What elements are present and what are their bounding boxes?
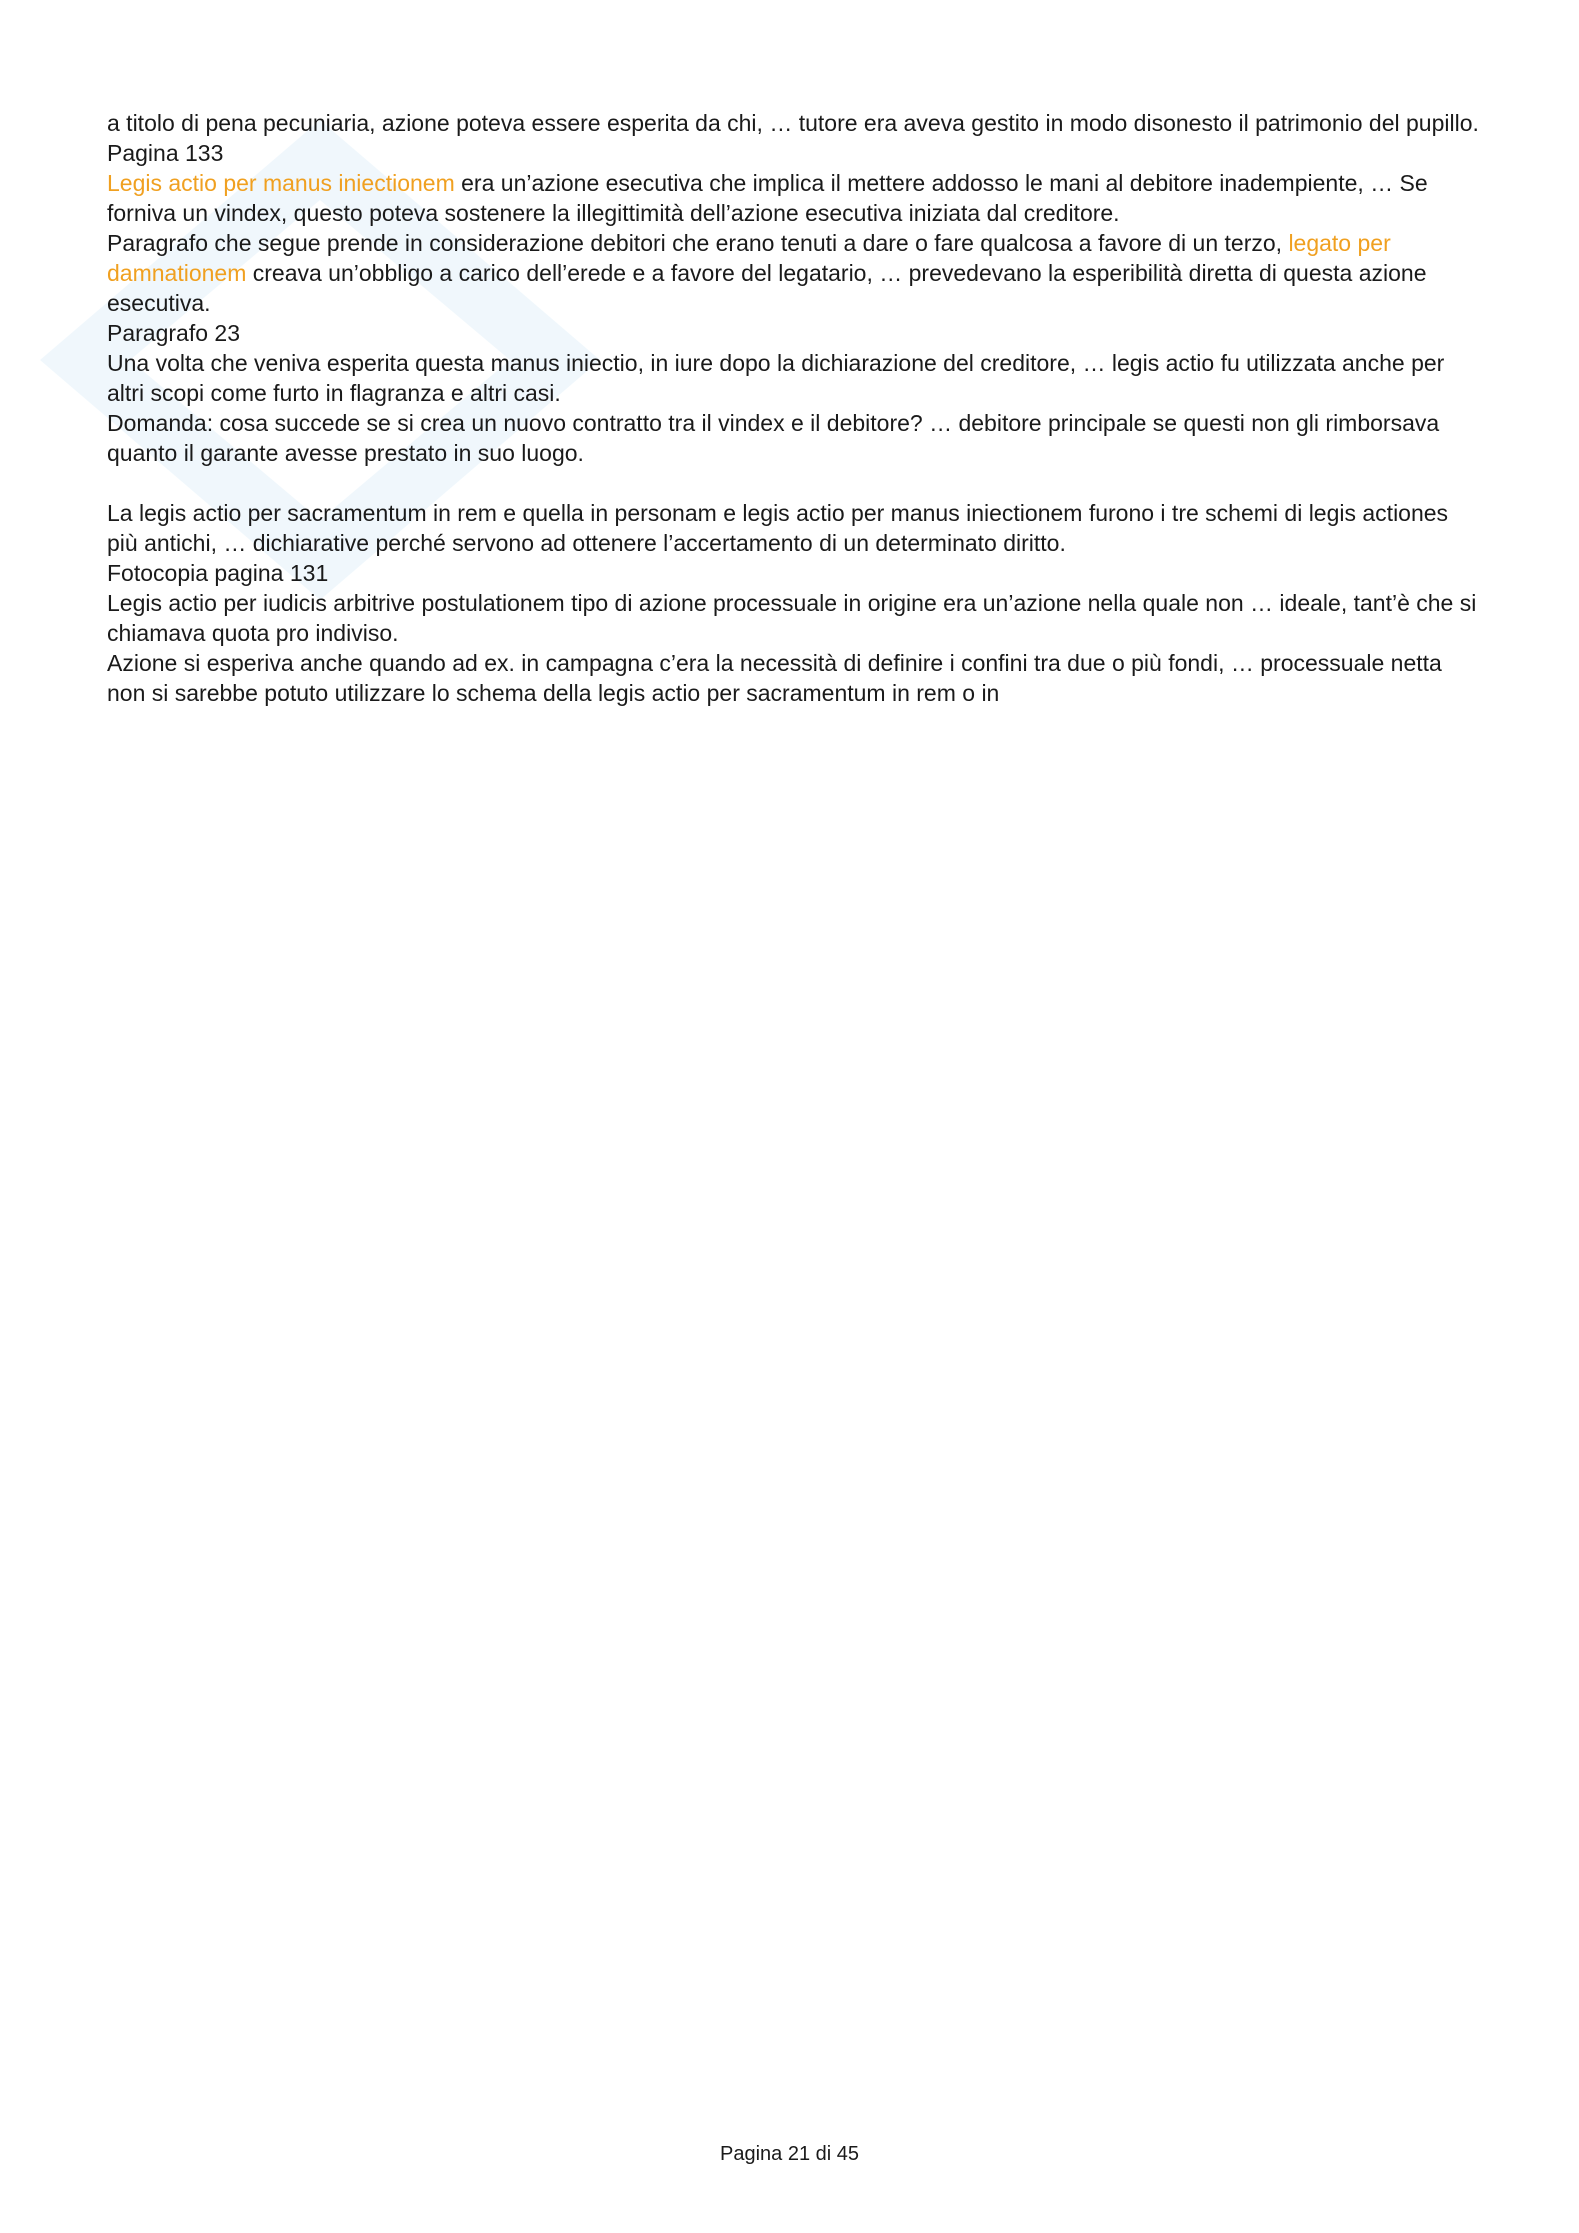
text-run: a titolo di pena pecuniaria, azione poteva essere esperita da chi, … tutore era aveva gestito in modo disonesto il patrimonio del pupillo. bbox=[107, 110, 1479, 136]
text-run: Paragrafo 23 bbox=[107, 320, 240, 346]
text-run: Una volta che veniva esperita questa manus iniectio, in iure dopo la dichiarazione del creditore, … legis actio fu utilizzata anche per altri scopi come furto in flagranza e altri casi. bbox=[107, 350, 1445, 406]
highlighted-term: Legis actio per manus iniectionem bbox=[107, 170, 455, 196]
document-body bbox=[107, 108, 1485, 708]
text-run: La legis actio per sacramentum in rem e quella in personam e legis actio per manus iniectionem furono i tre schemi di legis actiones più antichi, … dichiarative perché servono ad ottenere l’accertamento di un determinato diritto. bbox=[107, 500, 1449, 556]
text-run: Azione si esperiva anche quando ad ex. in campagna c’era la necessità di definire i confini tra due o più fondi, … processuale netta non si sarebbe potuto utilizzare lo schema della legis actio per sacramentum in rem o in bbox=[107, 650, 1442, 706]
paragraph bbox=[107, 558, 1485, 588]
paragraph bbox=[107, 138, 1485, 168]
paragraph bbox=[107, 348, 1485, 408]
text-run: Fotocopia pagina 131 bbox=[107, 560, 329, 586]
paragraph bbox=[107, 108, 1485, 138]
text-run: creava un’obbligo a carico dell’erede e a favore del legatario, … prevedevano la esperibilità diretta di questa azione esecutiva. bbox=[107, 260, 1427, 316]
paragraph bbox=[107, 648, 1485, 708]
paragraph-gap bbox=[107, 468, 1485, 498]
text-run: Pagina 133 bbox=[107, 140, 224, 166]
paragraph bbox=[107, 588, 1485, 648]
paragraph bbox=[107, 228, 1485, 318]
text-run: Legis actio per iudicis arbitrive postulationem tipo di azione processuale in origine era un’azione nella quale non … ideale, tant’è che si chiamava quota pro indiviso. bbox=[107, 590, 1477, 646]
highlighted-term: legato per damnationem bbox=[107, 230, 1391, 286]
text-run: era un’azione esecutiva che implica il mettere addosso le mani al debitore inadempiente, … Se forniva un vindex, questo poteva sostenere la illegittimità dell’azione esecutiva iniziata dal creditore. bbox=[107, 170, 1428, 226]
paragraph bbox=[107, 408, 1485, 468]
paragraph bbox=[107, 168, 1485, 228]
text-run: Paragrafo che segue prende in considerazione debitori che erano tenuti a dare o fare qualcosa a favore di un terzo, bbox=[107, 230, 1289, 256]
page-number: Pagina 21 di 45 bbox=[719, 2143, 859, 2165]
paragraph bbox=[107, 498, 1485, 558]
paragraph bbox=[107, 318, 1485, 348]
text-run: Domanda: cosa succede se si crea un nuovo contratto tra il vindex e il debitore? … debitore principale se questi non gli rimborsava quanto il garante avesse prestato in suo luogo. bbox=[107, 410, 1440, 466]
